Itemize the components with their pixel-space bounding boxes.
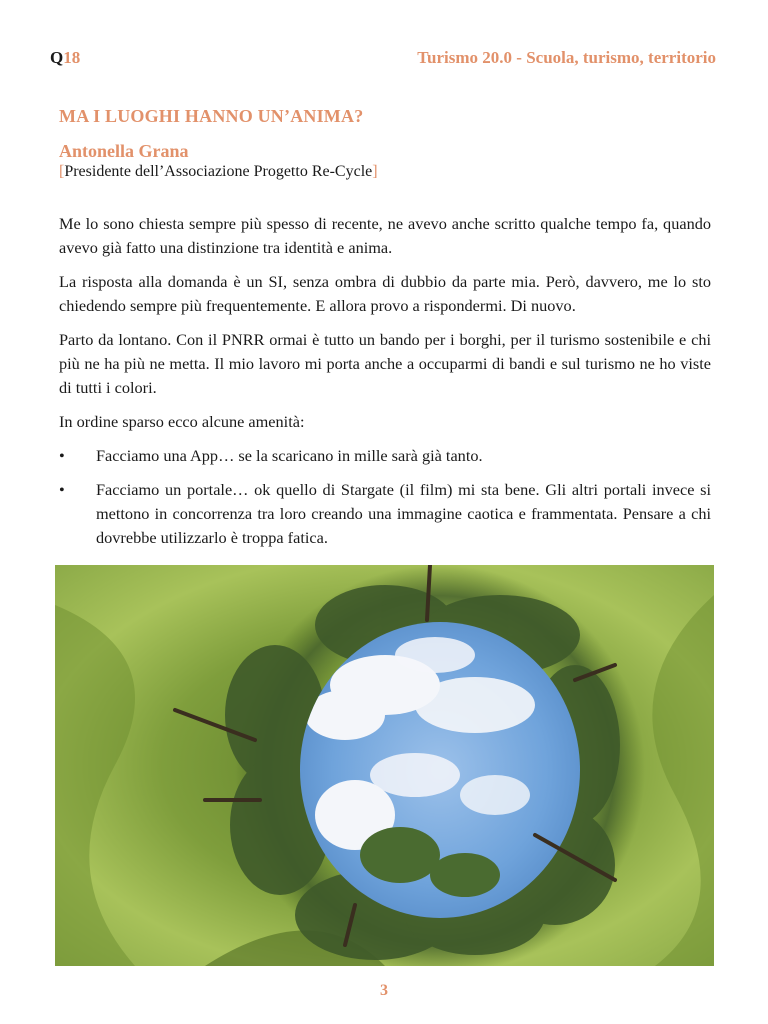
- author-affiliation: [59, 163, 378, 181]
- bullet-icon: •: [59, 480, 65, 499]
- bullet-list: [59, 444, 711, 550]
- list-item: [59, 478, 711, 550]
- article-author: Antonella Grana: [59, 141, 189, 161]
- running-title: Turismo 20.0 - Scuola, turismo, territorio: [417, 48, 716, 67]
- affiliation-text: Presidente dell’Associazione Progetto Re-Cycle: [64, 163, 373, 180]
- photo-illustration: [55, 565, 714, 966]
- issue-number: 18: [63, 48, 81, 67]
- issue-label: [50, 48, 80, 68]
- article-body: [59, 212, 711, 560]
- paragraph: Me lo sono chiesta sempre più spesso di recente, ne avevo anche scritto qualche tempo fa, quando avevo già fatto una distinzione tra identità e anima.: [59, 214, 711, 257]
- list-item-text: Facciamo un portale… ok quello di Stargate (il film) mi sta bene. Gli altri portali invece si mettono in concorrenza tra loro creando una immagine caotica e frammentata. Pensare a chi dovrebbe utilizzarlo è troppa fatica.: [96, 480, 711, 547]
- page-number: 3: [380, 982, 388, 999]
- list-item-text: Facciamo una App… se la scaricano in mille sarà già tanto.: [96, 446, 483, 465]
- affiliation-close-bracket: ]: [372, 163, 378, 180]
- issue-prefix: Q: [50, 48, 64, 67]
- bullet-icon: •: [59, 446, 65, 465]
- affiliation-open-bracket: [: [59, 163, 65, 180]
- list-item: [59, 444, 711, 468]
- paragraph: La risposta alla domanda è un SI, senza ombra di dubbio da parte mia. Però, davvero, me lo sto chiedendo sempre più frequentemente. E allora provo a rispondermi. Di nuovo.: [59, 272, 711, 315]
- article-title: MA I LUOGHI HANNO UN’ANIMA?: [59, 106, 364, 126]
- paragraph: In ordine sparso ecco alcune amenità:: [59, 412, 305, 431]
- paragraph: Parto da lontano. Con il PNRR ormai è tutto un bando per i borghi, per il turismo sostenibile e chi più ne ha più ne metta. Il mio lavoro mi porta anche a occuparmi di bandi e sul turismo ne ho viste di tutti i colori.: [59, 330, 711, 397]
- tiny-planet-panorama-photo: [55, 565, 714, 966]
- page-header: [50, 48, 716, 72]
